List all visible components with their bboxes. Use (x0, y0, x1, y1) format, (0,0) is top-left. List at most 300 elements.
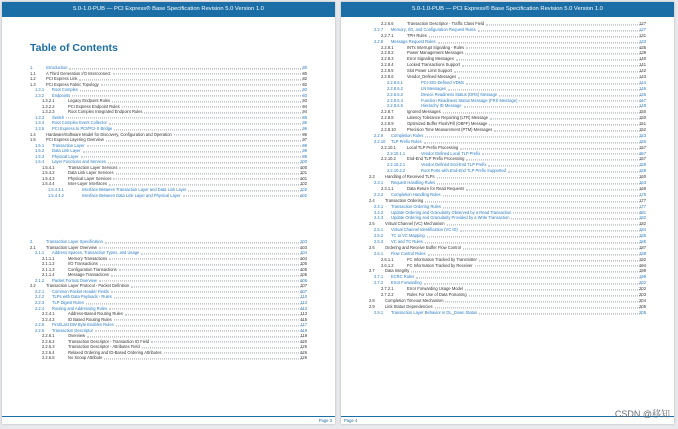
toc-entry-page: 157 (639, 156, 646, 162)
toc-entry-number: 2.7.2.1 (381, 286, 394, 292)
page-footer (2, 416, 335, 424)
toc-entry-title: Update Ordering and Granularity Observed by a Read Transaction (391, 209, 512, 215)
toc-entry-number: 2.6 (369, 244, 375, 250)
toc-entry-number: 2.1.1.3 (42, 266, 55, 272)
toc-entry-number: 2.5.1 (374, 227, 384, 233)
toc-entry-page: 100 (300, 159, 307, 165)
toc-entry-number: 2.2.8.9 (381, 121, 394, 127)
toc-entry-number: 2.6.1.2 (381, 262, 394, 268)
toc-entry-number: 2.1.1.1 (42, 255, 55, 261)
toc-entry-number: 2.3.1.1 (381, 185, 394, 191)
toc-entry-title: Root Complex Integrated Endpoint Rules (68, 109, 143, 115)
toc-entry-number: 2.2.7.1 (381, 32, 394, 38)
toc-entry-page: 104 (300, 255, 307, 261)
toc-entry-number: 2. (30, 239, 34, 244)
toc-entry-page: 92 (302, 81, 307, 87)
toc-entry-title: Transaction Layer Services (68, 164, 118, 170)
toc-entry-title: LN Messages (421, 85, 447, 91)
toc-entry-title: Layer Functions and Services (52, 159, 106, 165)
toc-entry-title: Root Complex (52, 87, 78, 93)
toc-entry-page: 115 (300, 316, 307, 322)
toc-entry-number: 1.3.1 (35, 87, 45, 93)
toc-entry-title: Transaction Layer Protocol - Packet Definition (46, 283, 130, 289)
toc-entry-number: 2.2.6.3 (42, 344, 55, 350)
toc-entry-title: Root Ports with End-End TLP Prefix Supported (421, 168, 506, 174)
toc-entry-number: 2.2.10.2 (381, 156, 396, 162)
page-number: Page 4 (344, 418, 358, 423)
toc-entry-page: 110 (300, 294, 307, 300)
toc-entry-page: 117 (300, 322, 307, 328)
toc-page-left (2, 2, 335, 424)
toc-entry-page: 143 (639, 74, 646, 80)
toc-entry-number: 2.7.2 (374, 280, 384, 286)
toc-entry-page: 127 (639, 21, 646, 26)
toc-entry-title: Hierarchy ID Message (421, 103, 462, 109)
toc-entry-page: 159 (639, 168, 646, 174)
toc-entry-title: Optimized Buffer Flush/Fill (OBFF) Message (407, 121, 488, 127)
toc-entry-page: 127 (639, 26, 646, 32)
toc-entry-title: Overview (68, 333, 86, 339)
toc-entry-title: FC Information Tracked by Transmitter (407, 256, 477, 262)
toc-entry-page: 202 (639, 286, 646, 292)
toc-entry-page: 104 (300, 250, 307, 256)
toc-entry-number: 2.2.8.8 (381, 115, 394, 121)
toc-entry-page: 148 (639, 103, 646, 109)
toc-entry-page: 113 (300, 311, 307, 317)
toc-entry-page: 126 (300, 349, 307, 355)
toc-entry-page: 93 (302, 98, 307, 104)
toc-entry-page: 145 (639, 85, 646, 91)
toc-entry-number: 1.5.4.2 (42, 170, 55, 176)
toc-entry-number: 2.2.6.1 (42, 333, 55, 339)
toc-entry-number: 2.2.8.6.2 (387, 85, 403, 91)
toc-entry-page: 131 (639, 32, 646, 38)
toc-entry-title: A Third Generation I/O Interconnect (46, 70, 111, 76)
toc-entry-page: 152 (639, 127, 646, 133)
toc-entry-number: 2.1.2 (35, 277, 45, 283)
toc-entry-page: 177 (639, 197, 646, 203)
toc-entry-page: 177 (639, 203, 646, 209)
toc-entry-number: 2.2.1 (35, 288, 45, 294)
toc-entry-page: 120 (300, 338, 307, 344)
toc-entry-number: 2.2.9 (374, 132, 384, 138)
toc-entry-title: Common Packet Header Fields (52, 288, 109, 294)
toc-entry-title: Completion Rules (391, 132, 424, 138)
toc-entry-page: 99 (302, 142, 307, 148)
toc-entry-title: Physical Layer (52, 153, 79, 159)
toc-entry-page: 103 (300, 244, 307, 250)
toc-entry-title: Inter-Layer Interfaces (68, 181, 107, 187)
toc-entry-number: 2.9 (369, 303, 375, 309)
toc-entry-title: Data Integrity (385, 268, 410, 274)
toc-entry-number: 2.2.6.4 (42, 349, 55, 355)
toc-entry-number: 1.5.3 (35, 153, 45, 159)
toc-entry-number: 2.2.6.5 (42, 355, 55, 361)
toc-entry-title: Data Link Layer (52, 148, 81, 154)
toc-entry-page: 188 (639, 250, 646, 256)
toc-entry-number: 1.5.4.1 (42, 164, 55, 170)
toc-entry-page: 205 (639, 309, 646, 315)
toc-entry-page: 133 (639, 38, 646, 44)
toc-entry-title: Transaction Ordering Rules (391, 203, 441, 209)
toc-entry-number: 2.1 (30, 244, 36, 250)
toc-entry-title: TC to VC Mapping (391, 233, 425, 239)
toc-entry-number: 2.2.8.6.5 (387, 103, 403, 109)
toc-entry-number: 2.2.4 (35, 305, 45, 311)
toc-entry-title: Slot Power Limit Support (407, 68, 453, 74)
toc-entry-title: Physical Layer Services (68, 175, 112, 181)
toc-entry-title: Ordering and Receive Buffer Flow Control (385, 244, 461, 250)
toc-entry[interactable] (341, 310, 674, 316)
toc-entry-title: ID Based Routing Rules (68, 316, 112, 322)
toc-entry-number: 2.2.7 (374, 26, 384, 32)
toc-entry-number: 1.4 (30, 131, 36, 137)
toc-entry-title: TLP Prefix Rules (391, 138, 422, 144)
toc-entry-title: Relaxed Ordering and ID-Based Ordering Attributes (68, 349, 162, 355)
toc-leader-dots (104, 354, 303, 360)
toc-entry-number: 2.1.1.4 (42, 272, 55, 278)
toc-entry-page: 99 (302, 148, 307, 154)
toc-entry-page: 102 (300, 192, 307, 198)
toc-entry-number: 2.1.1 (35, 250, 45, 256)
toc-entry-title: PCI Express Fabric Topology (46, 81, 99, 87)
toc-entry-number: 2.2.8.2 (381, 50, 394, 56)
toc-entry-page: 113 (300, 300, 307, 306)
page-header: 5.0-1.0-PUB — PCI Express® Base Specification Revision 5.0 Version 1.0 (2, 2, 335, 17)
toc-entry-number: 1.3.2 (35, 92, 45, 98)
toc-leader-dots (479, 308, 642, 314)
toc-entry-title: Error Signaling Messages (407, 56, 454, 62)
toc-entry-number: 2.2.10.2.1 (387, 162, 406, 168)
toc-entry-number: 1.2 (30, 76, 36, 82)
toc-entry-page: 160 (639, 174, 646, 180)
toc-entry-title: Legacy Endpoint Rules (68, 98, 111, 104)
toc-entry-page: 94 (302, 103, 307, 109)
toc-entry-number: 2.2.8 (374, 38, 384, 44)
toc-entry-title: Switch (52, 114, 65, 120)
toc-title: Table of Contents (30, 42, 118, 54)
toc-entry-number: 1.5.1 (35, 142, 45, 148)
toc-entry-number: 2.2.8.10 (381, 127, 396, 133)
toc-entry-page: 94 (302, 109, 307, 115)
toc-entry-page: 99 (302, 153, 307, 159)
toc-entry-number: 2.2.6 (35, 327, 45, 333)
toc-entry-title: Transaction Descriptor - Traffic Class Field (407, 21, 485, 26)
toc-entry-title: Handling of Received TLPs (385, 174, 435, 180)
toc-entry-title: Rules For Use of Data Poisoning (407, 291, 467, 297)
toc-entry-page: 150 (639, 115, 646, 121)
toc-entry-number: 2.2.10.1 (381, 144, 396, 150)
toc-entry-title: TLP Digest Rules (52, 300, 84, 306)
toc-entry-page: 80 (302, 65, 307, 70)
toc-entry-page: 96 (302, 120, 307, 126)
toc-entry-number: 2.5 (369, 221, 375, 227)
toc-entry-title: PCI Express Layering Overview (46, 137, 104, 143)
toc-entry-page: 159 (639, 162, 646, 168)
toc-entry-title: Virtual Channel (VC) Mechanism (385, 221, 445, 227)
toc-entry-page: 106 (300, 277, 307, 283)
toc-entry-page: 80 (302, 70, 307, 76)
toc-entry-page: 125 (300, 344, 307, 350)
toc-entry-page: 146 (639, 91, 646, 97)
toc-entry-title: Routing and Addressing Rules (52, 305, 108, 311)
toc-entry-page: 96 (302, 131, 307, 137)
toc-leader-dots (183, 191, 303, 197)
toc-entry-number: 2.2.8.1 (381, 44, 394, 50)
toc-entry-title: Message Transactions (68, 272, 109, 278)
toc-entry-number: 2.5.2 (374, 233, 384, 239)
toc-list-chapter-1 (2, 65, 335, 198)
toc-entry-page: 182 (639, 215, 646, 221)
toc-entry-number: 2.2.8.6 (381, 74, 394, 80)
toc-entry-number: 1. (30, 65, 34, 70)
toc-entry-number: 1.5.4.4.2 (48, 192, 64, 198)
toc-list-continued (341, 21, 674, 316)
toc-entry-page: 150 (639, 109, 646, 115)
toc-entry-page: 95 (302, 114, 307, 120)
toc-entry-number: 2.2.4.1 (42, 311, 55, 317)
toc-entry-page: 141 (639, 62, 646, 68)
toc-entry-title: Transaction Layer Overview (46, 244, 97, 250)
toc-entry-number: 2.7.2.2 (381, 291, 394, 297)
toc-entry-number: 2.4.1 (374, 203, 384, 209)
toc-entry-title: Ignored Messages (407, 109, 441, 115)
toc-entry-title: Memory Transactions (68, 255, 108, 261)
toc-entry-number: 2.2.8.6.1 (387, 79, 403, 85)
toc-entry-page: 107 (300, 288, 307, 294)
toc-entry-page: 119 (300, 333, 307, 339)
toc-entry-title: Transaction Layer (52, 142, 85, 148)
toc-entry-number: 2.3.1 (374, 180, 384, 186)
toc-entry-page: 142 (639, 68, 646, 74)
toc-entry-title: Flow Control Rules (391, 250, 426, 256)
toc-entry-title: Transaction Descriptor (52, 327, 94, 333)
toc-entry-title: Packet Format Overview (52, 277, 97, 283)
toc-entry-number: 2.4.3 (374, 215, 384, 221)
toc-entry-title: I/O Transactions (68, 261, 98, 267)
toc-entry-title: Error Forwarding Usage Model (407, 286, 463, 292)
toc-entry-number: 2.9.1 (374, 309, 384, 315)
toc-entry-page: 135 (639, 44, 646, 50)
toc-entry-title: Transaction Layer Specification (46, 239, 103, 244)
toc-entry-page: 139 (639, 50, 646, 56)
toc-entry-title: FC Information Tracked by Receiver (407, 262, 473, 268)
toc-entry-title: Transaction Layer Behavior in DL_Down Status (391, 309, 478, 315)
toc-entry-page: 105 (300, 261, 307, 267)
toc-entry-title: Interface Between Transaction Layer and Data Link Layer (82, 187, 187, 193)
toc-entry-title: PCI Express to PCI/PCI-X Bridge (52, 126, 113, 132)
toc-entry-page: 96 (302, 126, 307, 132)
toc-entry-number: 2.2.10.2.2 (387, 168, 406, 174)
toc-entry-number: 1.3.4 (35, 120, 45, 126)
toc-entry-page: 126 (300, 355, 307, 361)
toc-entry-number: 2.2.8.5 (381, 68, 394, 74)
toc-entry-title: INTx Interrupt Signaling - Rules (407, 44, 465, 50)
toc-entry-title: Data Link Layer Services (68, 170, 114, 176)
toc-entry-page: 147 (639, 97, 646, 103)
toc-entry-title: Message Request Rules (391, 38, 436, 44)
toc-entry-title: TPH Rules (407, 32, 427, 38)
toc-entry-title: Interface Between Data Link Layer and Physical Layer (82, 192, 181, 198)
toc-entry-title: Virtual Channel Identification (VC ID) (391, 227, 458, 233)
toc-entry-title: Local TLP Prefix Processing (407, 144, 459, 150)
toc-entry-title: PCI Express Link (46, 76, 78, 82)
toc-entry-number: 2.2.6.6 (381, 21, 394, 26)
toc-entry-page: 175 (639, 191, 646, 197)
toc-entry-number: 2.2.8.3 (381, 56, 394, 62)
toc-entry-page: 182 (639, 221, 646, 227)
toc-entry-title: Configuration Transactions (68, 266, 117, 272)
toc-entry-page: 102 (300, 181, 307, 187)
toc-entry-title: Root Complex Event Collector (52, 120, 107, 126)
toc-entry-number: 1.5.4.3 (42, 175, 55, 181)
toc-entry-number: 2.7 (369, 268, 375, 274)
toc-entry-number: 2.6.1 (374, 250, 384, 256)
toc-entry-title: Vendor Defined Local TLP Prefix (421, 150, 481, 156)
toc-entry-title: Completion Timeout Mechanism (385, 297, 444, 303)
toc-entry-number: 1.3.2.2 (42, 103, 55, 109)
toc-entry-title: Latency Tolerance Reporting (LTR) Message (407, 115, 489, 121)
toc-entry-number: 2.6.1.1 (381, 256, 394, 262)
toc-list-chapter-2 (2, 239, 335, 361)
toc-entry-page: 144 (639, 79, 646, 85)
toc-entry-number: 2.2.5 (35, 322, 45, 328)
toc-entry-number: 1.3 (30, 81, 36, 87)
toc-entry-title: First/Last DW Byte Enables Rules (52, 322, 114, 328)
page-number: Page 3 (318, 418, 332, 423)
toc-entry-title: End-End TLP Prefix Processing (407, 156, 465, 162)
toc-entry-page: 101 (300, 170, 307, 176)
toc-entry-title: Completion Handling Rules (391, 191, 441, 197)
toc-entry-number: 1.3.2.3 (42, 109, 55, 115)
toc-entry-number: 2.2.8.6.4 (387, 97, 403, 103)
toc-entry-page: 192 (639, 256, 646, 262)
toc-entry-page: 157 (639, 144, 646, 150)
toc-entry-number: 2.4.2 (374, 209, 384, 215)
toc-entry-number: 1.5.4 (35, 159, 45, 165)
toc-entry-page: 202 (639, 280, 646, 286)
toc-entry-title: Address-Based Routing Rules (68, 311, 123, 317)
toc-entry-number: 2.7.1 (374, 274, 384, 280)
toc-entry-page: 140 (639, 56, 646, 62)
toc-entry-number: 2.2.10 (374, 138, 386, 144)
toc-entry-title: Request Handling Rules (391, 180, 436, 186)
toc-entry-number: 2.2 (30, 283, 36, 289)
toc-entry-title: Link Status Dependencies (385, 303, 433, 309)
toc-entry-title: Power Management Messages (407, 50, 464, 56)
toc-entry-title: Transaction Descriptor - Attributes Field (68, 344, 140, 350)
page-header: 5.0-1.0-PUB — PCI Express® Base Specification Revision 5.0 Version 1.0 (341, 2, 674, 17)
toc-entry-page: 93 (302, 92, 307, 98)
toc-entry-page: 157 (639, 150, 646, 156)
toc-entry-page: 194 (639, 262, 646, 268)
toc-entry-number: 1.3.3 (35, 114, 45, 120)
toc-entry-title: Function Readiness Status Message (FRS Message) (421, 97, 518, 103)
toc-entry-number: 1.5.2 (35, 148, 45, 154)
toc-entry-title: Data Return for Read Requests (407, 185, 465, 191)
toc-entry-title: Vendor Defined End-End TLP Prefix (421, 162, 487, 168)
toc-entry[interactable] (2, 193, 335, 199)
toc-entry-title: PCI Express Endpoint Rules (68, 103, 120, 109)
toc-entry-title: Memory, I/O, and Configuration Request Rules (391, 26, 476, 32)
toc-entry-page: 203 (639, 291, 646, 297)
toc-entry-page: 119 (300, 327, 307, 333)
toc-entry-number: 1.5 (30, 137, 36, 143)
toc-entry-title: Locked Transactions Support (407, 62, 461, 68)
toc-entry-title: No Snoop Attribute (68, 355, 103, 361)
toc-entry-page: 185 (639, 233, 646, 239)
toc-entry-page: 169 (639, 185, 646, 191)
toc-entry-title: PCI-SIG-Defined VDMs (421, 79, 464, 85)
toc-page-right (341, 2, 674, 424)
toc-entry-title: Precision Time Measurement (PTM) Messages (407, 127, 493, 133)
toc-entry-page: 156 (639, 138, 646, 144)
toc-entry-page: 186 (639, 238, 646, 244)
toc-entry-page: 163 (639, 180, 646, 186)
toc-entry-page: 153 (639, 132, 646, 138)
toc-entry-page: 101 (300, 175, 307, 181)
toc-entry-page: 204 (639, 297, 646, 303)
toc-entry-title: Address Spaces, Transaction Types, and Usage (52, 250, 140, 256)
toc-entry-page: 199 (639, 268, 646, 274)
toc-entry-number: 1.3.5 (35, 126, 45, 132)
toc-entry-title: Endpoints (52, 92, 71, 98)
toc-entry-page: 100 (300, 164, 307, 170)
toc-entry-page: 184 (639, 227, 646, 233)
toc-entry-number: 2.2.8.6.3 (387, 91, 403, 97)
toc-entry-title: Device Readiness Status (DRS) Message (421, 91, 497, 97)
toc-entry-number: 2.3 (369, 174, 375, 180)
toc-entry-page: 102 (300, 187, 307, 193)
toc-entry-title: Vendor_Defined Messages (407, 74, 457, 80)
toc-entry-number: 2.2.3 (35, 300, 45, 306)
toc-entry-number: 2.3.2 (374, 191, 384, 197)
toc-entry-page: 105 (300, 272, 307, 278)
toc-entry-page: 113 (300, 305, 307, 311)
watermark: CSDN @移知 (614, 409, 670, 419)
toc-entry-number: 1.5.4.4 (42, 181, 55, 187)
toc-entry-page: 103 (300, 239, 307, 244)
toc-entry-page: 151 (639, 121, 646, 127)
toc-entry-number: 2.2.4.2 (42, 316, 55, 322)
toc-entry-title: Transaction Descriptor - Transaction ID Field (68, 338, 150, 344)
toc-entry-page: 199 (639, 274, 646, 280)
toc-entry-page: 107 (300, 283, 307, 289)
toc-entry-number: 2.2.8.7 (381, 109, 394, 115)
toc-entry-page: 181 (639, 209, 646, 215)
toc-entry-title: Update Ordering and Granularity Provided by a Write Transaction (391, 215, 510, 221)
toc-entry-title: VC and TC Rules (391, 238, 423, 244)
toc-entry-number: 1.5.4.4.1 (48, 187, 64, 193)
toc-entry-number: 2.2.6.2 (42, 338, 55, 344)
toc-entry-title: Introduction (46, 65, 68, 70)
toc-entry-number: 2.8 (369, 297, 375, 303)
toc-entry-page: 105 (300, 266, 307, 272)
toc-entry-title: TLPs with Data Payloads - Rules (52, 294, 112, 300)
toc-entry-page: 97 (302, 137, 307, 143)
toc-entry-title: Hardware/Software Model for Discovery, Configuration and Operation (46, 131, 172, 137)
toc-entry-number: 2.2.10.1.1 (387, 150, 406, 156)
toc-entry-number: 2.1.1.2 (42, 261, 55, 267)
toc-entry-page: 82 (302, 76, 307, 82)
toc-entry-page: 92 (302, 87, 307, 93)
toc-entry-number: 2.5.3 (374, 238, 384, 244)
toc-entry-title: Error Forwarding (391, 280, 422, 286)
toc-entry-number: 1.1 (30, 70, 36, 76)
toc-entry-page: 205 (639, 303, 646, 309)
toc-entry-title: ECRC Rules (391, 274, 415, 280)
toc-entry[interactable] (2, 355, 335, 361)
